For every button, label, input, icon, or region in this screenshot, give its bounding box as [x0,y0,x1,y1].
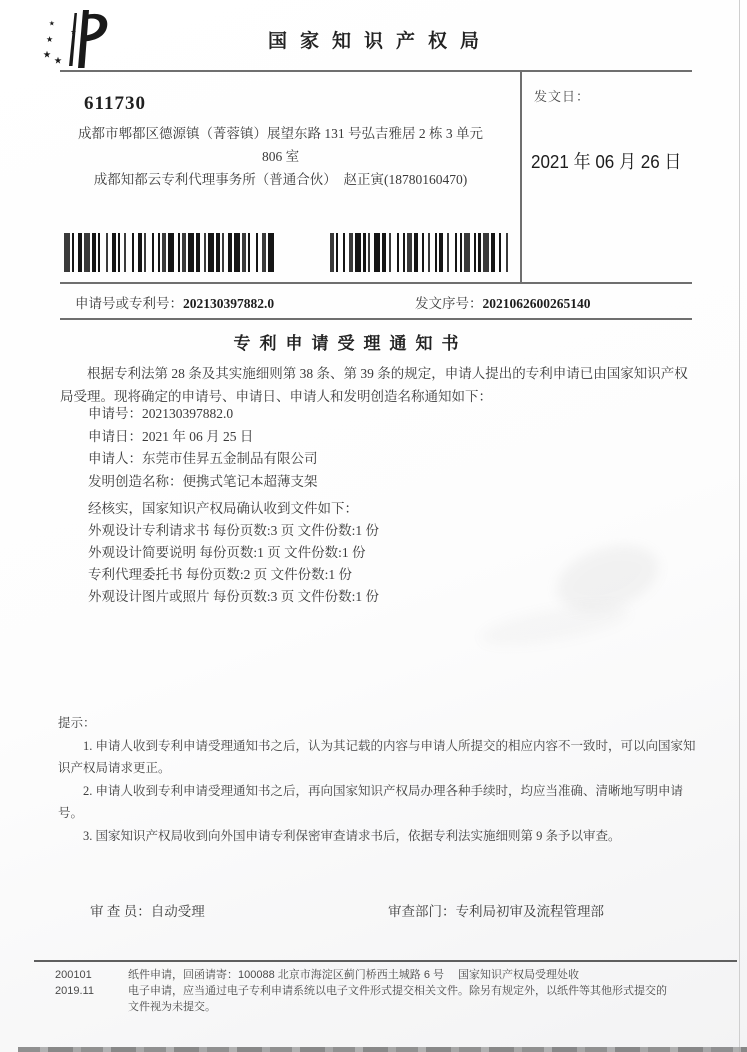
serial-number-value: 2021062600265140 [482,296,591,311]
application-number-label: 申请号或专利号： [75,296,183,311]
field-application-date: 申请日：2021 年 06 月 25 日 [88,428,254,444]
department-value: 专利局初审及流程管理部 [455,904,604,919]
footer-code-2: 2019.11 [55,985,94,997]
barcode-bar [508,233,512,272]
examiner-value: 自动受理 [150,904,205,919]
document-item: 外观设计图片或照片 每份页数:3 页 文件份数:1 份 [88,589,380,604]
issue-box-left-border [520,70,522,282]
received-documents [88,498,379,608]
tips-section [58,712,706,847]
scan-smudge [479,597,632,653]
numbers-row-top-rule [60,282,692,284]
footer-codes [55,967,94,999]
recipient-address-block [48,122,513,191]
field-applicant: 申请人：东莞市佳昇五金制品有限公司 [88,451,318,466]
application-number-value: 202130397882.0 [183,296,275,311]
notice-title: 专利申请受理通知书 [233,334,468,353]
numbers-row-bottom-rule [60,318,692,320]
header-rule [60,70,692,72]
tip-item: 3. 国家知识产权局收到向外国申请专利保密审查请求书后，依据专利法实施细则第 9 条予以审查。 [83,828,621,843]
department-row [388,900,604,920]
examiner-label: 审 查 员： [90,904,151,919]
footer-rule [34,960,737,962]
issue-date-label: 发文日： [534,89,591,104]
serial-number-row [415,292,591,312]
tip-item: 1. 申请人收到专利申请受理通知书之后，认为其记载的内容与申请人所提交的相应内容不一致时，可以向国家知识产权局请求更正。 [58,738,696,775]
application-fields [88,403,318,493]
footer-line-2: 电子申请，应当通过电子专利申请系统以电子文件形式提交相关文件。除另有规定外，以纸件等其他形式提交的 [128,985,667,997]
confirm-intro: 经核实，国家知识产权局确认收到文件如下： [88,501,358,516]
tips-label: 提示： [58,716,96,730]
document-item: 外观设计简要说明 每份页数:1 页 文件份数:1 份 [88,545,366,560]
agency-title: 国家知识产权局 [267,31,492,52]
examiner-row [90,900,205,920]
recipient-postcode: 611730 [84,93,146,114]
recipient-address-line2: 806 室 [261,149,300,164]
recipient-address-line1: 成都市郫都区德源镇（菁蓉镇）展望东路 131 号弘吉雅居 2 栋 3 单元 [78,126,483,141]
footer-line-3: 文件视为未提交。 [128,1001,216,1013]
footer-code-1: 200101 [55,969,92,981]
intro-paragraph: 根据专利法第 28 条及其实施细则第 38 条、第 39 条的规定，申请人提出的专利申请已由国家知识产权局受理。现将确定的申请号、申请日、申请人和发明创造名称通知如下： [60,366,688,404]
tip-item: 2. 申请人收到专利申请受理通知书之后，再向国家知识产权局办理各种手续时，均应当准确、清晰地写明申请号。 [58,783,684,820]
barcode-bar [274,233,276,272]
barcode [64,233,276,272]
scan-page-edge [739,0,740,1052]
recipient-agent-line: 成都知都云专利代理事务所（普通合伙） 赵正寅(18780160470) [93,172,468,187]
issue-date-value: 2021 年 06 月 26 日 [531,151,682,172]
barcode [330,233,512,272]
field-application-number: 申请号：202130397882.0 [88,406,234,421]
serial-number-label: 发文序号： [415,296,483,311]
footer-line-1: 纸件申请，回函请寄：100088 北京市海淀区蓟门桥西土城路 6 号 国家知识产权局受理处收 [128,969,580,981]
application-number-row [75,292,274,312]
document-item: 外观设计专利请求书 每份页数:3 页 文件份数:1 份 [88,523,380,538]
scan-bottom-edge [18,1047,747,1052]
document-item: 专利代理委托书 每份页数:2 页 文件份数:1 份 [88,567,353,582]
field-invention-title: 发明创造名称：便携式笔记本超薄支架 [88,473,318,489]
footer-notes [128,967,728,1015]
department-label: 审查部门： [388,904,456,919]
